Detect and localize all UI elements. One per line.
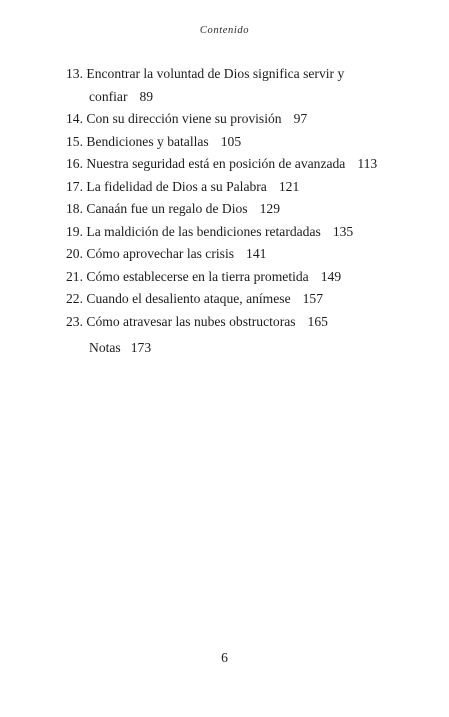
toc-entry-17: [66, 176, 396, 199]
chapter-page: 129: [259, 201, 280, 216]
chapter-number: 17.: [66, 178, 83, 194]
toc-entry-21: [66, 266, 396, 289]
toc-entry-23: [66, 311, 396, 334]
chapter-title: La maldición de las bendiciones retardadas: [86, 223, 321, 239]
chapter-title: Cómo atravesar las nubes obstructoras: [86, 313, 296, 329]
toc-entry-19: [66, 221, 396, 244]
chapter-number: 15.: [66, 133, 83, 149]
chapter-title: Nuestra seguridad está en posición de avanzada: [86, 156, 346, 171]
chapter-title: Canaán fue un regalo de Dios: [86, 201, 248, 216]
chapter-number: 14.: [66, 111, 83, 126]
toc-entry-20: [66, 243, 396, 266]
chapter-number: 19.: [66, 223, 83, 239]
toc-entry-18: [66, 198, 396, 221]
notes-page: 173: [130, 340, 152, 355]
chapter-page: 149: [320, 268, 342, 284]
chapter-title: Cuando el desaliento ataque, anímese: [86, 291, 291, 306]
chapter-page: 141: [246, 246, 267, 261]
chapter-title: La fidelidad de Dios a su Palabra: [86, 178, 267, 194]
chapter-number: 13.: [66, 66, 83, 81]
toc-entry-15: [66, 131, 396, 154]
chapter-number: 23.: [66, 313, 83, 329]
notes-label: Notas: [89, 340, 121, 355]
chapter-number: 22.: [66, 291, 83, 306]
toc-entry-14: [66, 108, 396, 131]
chapter-page: 105: [220, 133, 242, 149]
chapter-number: 18.: [66, 201, 83, 216]
toc-entry-16: [66, 153, 396, 176]
chapter-title: Bendiciones y batallas: [86, 133, 209, 149]
chapter-page: 165: [307, 313, 328, 329]
chapter-page: 157: [302, 291, 324, 306]
chapter-number: 20.: [66, 246, 83, 261]
chapter-title: Cómo establecerse en la tierra prometida: [86, 268, 309, 284]
chapter-page: 89: [139, 88, 154, 104]
chapter-title: Con su dirección viene su provisión: [86, 111, 282, 126]
chapter-number: 21.: [66, 268, 83, 284]
chapter-page: 135: [332, 223, 354, 239]
chapter-page: 121: [278, 178, 300, 194]
chapter-title: Cómo aprovechar las crisis: [86, 246, 235, 261]
running-head: Contenido: [199, 25, 250, 36]
table-of-contents: [66, 63, 396, 333]
chapter-title: Encontrar la voluntad de Dios significa servir y confiar: [86, 66, 345, 104]
chapter-page: 97: [293, 111, 308, 126]
toc-entry-13: [66, 63, 396, 108]
toc-entry-notes: [89, 337, 151, 360]
page-number: 6: [221, 650, 228, 665]
toc-entry-22: [66, 288, 396, 311]
chapter-number: 16.: [66, 156, 83, 171]
chapter-page: 113: [357, 156, 378, 171]
